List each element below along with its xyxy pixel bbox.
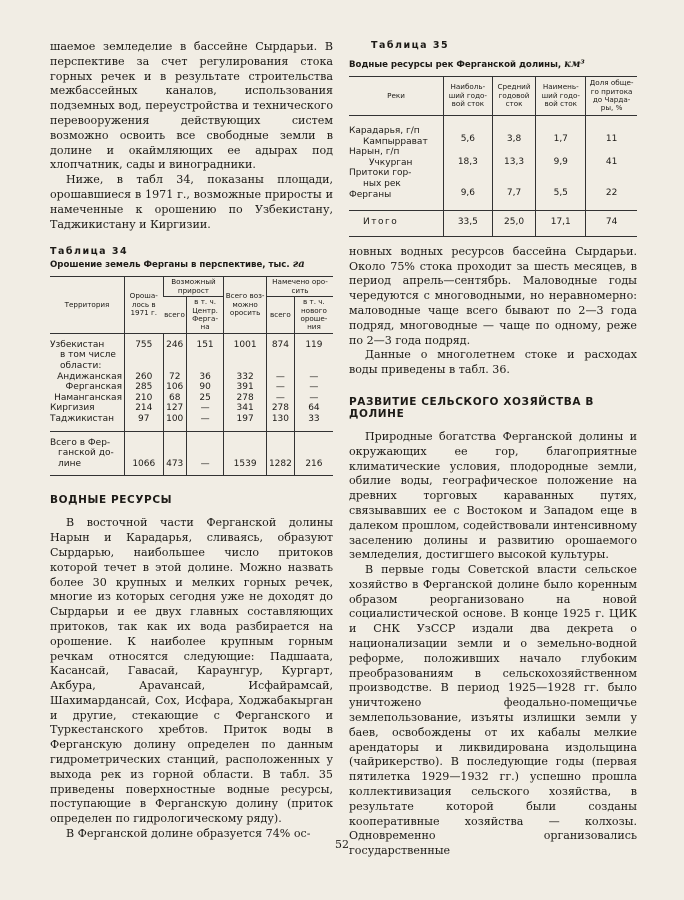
table-title: Водные ресурсы рек Ферганской долины, км³: [349, 59, 585, 70]
water-resources-table: [349, 76, 637, 237]
table-total-row: Всего в Фер- ганской до- лине 1066 473 — 1539 1282 216: [50, 431, 333, 476]
table-row: Нарын, г/п Учкурган 18,3 13,3 9,9 41: [349, 147, 637, 168]
column-header: в т. ч. Центр. Ферга- на: [186, 297, 223, 334]
column-header: Возможный прирост: [163, 277, 224, 297]
paragraph: шаемое земледелие в бассейне Сырдарьи. В перспективе за счет регулирования стока горных речек и в результате строительства межбассейных каналов, использования подземных вод, переустройства и технического перевооружения действующих систем возможно освоить все свободные земли в долине и окаймляющих ее адырах под хлопчатник, сады и виноградники.: [50, 40, 333, 172]
paragraph: Данные о многолетнем стоке и расходах воды приведены в табл. 36.: [349, 348, 637, 377]
column-header: Намечено оро- сить: [266, 277, 333, 297]
table-row: Киргизия 214 127 — 341 278 64: [50, 403, 333, 414]
column-header: Доля обще- го притока до Чарда- ры, %: [586, 77, 637, 116]
table-row: Наманганская 210 68 25 278 — —: [50, 393, 333, 404]
table-total-row: Итого 33,5 25,0 17,1 74: [349, 211, 637, 237]
paragraph: Природные богатства Ферганской долины и окружающих ее гор, благоприятные климатические условия, плодородные земли, обилие воды, географическое положение на древних торговых караванных путях, связывавших ее с Востоком и Западом еще в далеком прошлом, содействовали интенсивному заселению долины и развитию орошаемого земледелия, достигшего высокой культуры.: [349, 429, 637, 562]
section-heading: ВОДНЫЕ РЕСУРСЫ: [50, 494, 173, 507]
column-header: Ороша- лось в 1971 г.: [125, 277, 164, 333]
column-header: Реки: [349, 77, 444, 116]
table-row: Ферганская 285 106 90 391 — —: [50, 382, 333, 393]
paragraph: В Ферганской долине образуется 74% ос-: [66, 827, 311, 841]
table-title: Орошение земель Ферганы в перспективе, тыс. га: [50, 259, 305, 271]
column-header: Наиболь- ший годо- вой сток: [444, 77, 493, 116]
column-header: всего: [163, 297, 186, 334]
column-header: Всего воз- можно оросить: [224, 277, 267, 333]
table-caption: Таблица 34: [50, 246, 129, 258]
page-number: 52: [335, 838, 349, 851]
table-row: Андижанская 260 72 36 332 — —: [50, 372, 333, 383]
left-column: [50, 40, 333, 842]
table-row: Таджикистан 97 100 — 197 130 33: [50, 414, 333, 431]
table-row: в том числе: [50, 350, 333, 361]
paragraph: В восточной части Ферганской долины Нарын и Карадарья, сливаясь, образуют Сырдарью, наибольшее число притоков которой течет в этой долине. Можно назвать более 30 крупных и мелких горных речек, многие из которых сегодня уже не доходят до Сырдарьи и ее двух главных составляющих притоков, так как их вода разбирается на орошение. К наиболее крупным горным речкам относятся следующие: Падшаата, Касансай, Гавасай, Караунгур, Кургарт, Акбура, Араvансай, Исфайрамсай, Шахимардансай, Сох, Исфара, Ходжабакырган и другие, стекающие с Ферганского и Туркестанского хребтов. Приток воды в Ферганскую долину определен по данным гидрометрических станций, расположенных у выхода рек из горной области. В табл. 35 приведены поверхностные водные ресурсы, поступающие в Ферганскую долину (приток определен по гидрологическому ряду).: [50, 516, 333, 826]
table-row: Карадарья, г/п Кампыррават 5,6 3,8 1,7 11: [349, 116, 637, 148]
table-row: Притоки гор- ных рек Ферганы 9,6 7,7 5,5 22: [349, 168, 637, 210]
paragraph: новных водных ресурсов бассейна Сырдарьи. Около 75% стока проходит за шесть месяцев, в период апрель—сентябрь. Маловодные годы чередуются с многоводными, но неравномерно: маловодные чаще всего бывают по 2—3 года подряд, многоводные — чаще по одному, реже по 2—3 года подряд.: [349, 244, 637, 347]
irrigation-table: [50, 276, 333, 476]
column-header: всего: [266, 297, 294, 334]
column-header: в т. ч. нового ороше- ния: [294, 297, 333, 334]
section-heading: РАЗВИТИЕ СЕЛЬСКОГО ХОЗЯЙСТВА В ДОЛИНЕ: [349, 395, 594, 420]
column-header: Средний годовой сток: [492, 77, 536, 116]
paragraph: В первые годы Советской власти сельское хозяйство в Ферганской долине было коренным образом реорганизовано на новой социалистической основе. В конце 1925 г. ЦИК и СНК УзССР издали два декрета о национализации земли и о земельно-водной реформе, положивших начало глубоким преобразованиям в сельскохозяйственном производстве. В период 1925—1928 гг. было уничтожено феодально-помещичье землепользование, изъяты излишки земли у баев, освобождены от их кабалы мелкие арендаторы и ликвидирована издольщина (чайрикерство). В последующие годы (первая пятилетка 1929—1932 гг.) успешно прошла коллективизация сельского хозяйства, в результате которой были созданы кооперативные хозяйства — колхозы. Одновременно организовались государственные: [349, 563, 637, 858]
right-column: [349, 40, 637, 859]
table-row: Узбекистан 755 246 151 1001 874 119: [50, 333, 333, 350]
column-header: Наимень- ший годо- вой сток: [536, 77, 586, 116]
column-header: Территория: [50, 277, 125, 333]
paragraph: Ниже, в табл 34, показаны площади, орошавшиеся в 1971 г., возможные приросты и намеченные к орошению по Узбекистану, Таджикистану и Киргизии.: [50, 173, 333, 231]
table-row: области:: [50, 361, 333, 372]
table-caption: Таблица 35: [371, 40, 450, 51]
